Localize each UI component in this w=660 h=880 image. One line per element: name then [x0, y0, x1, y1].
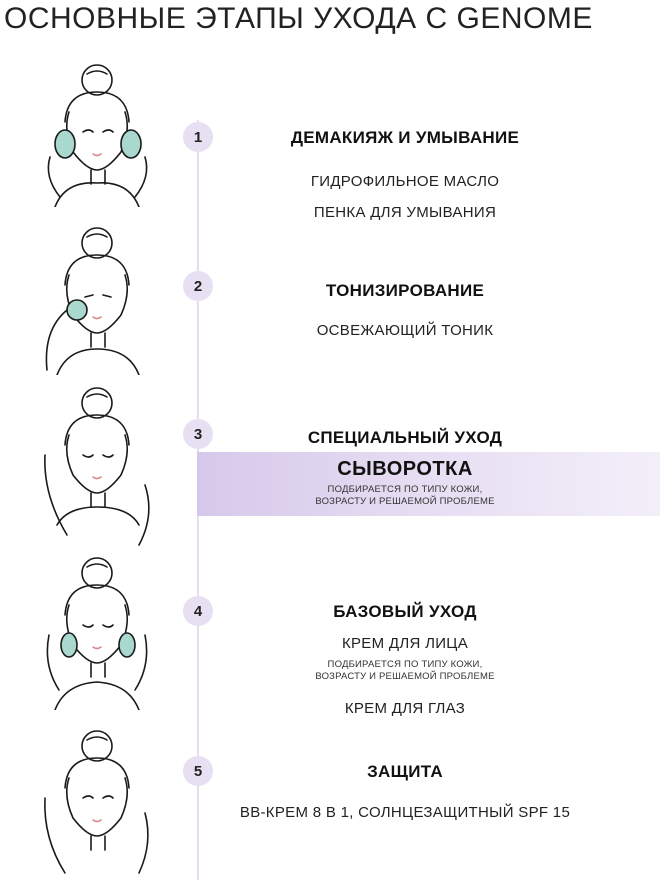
step-item: КРЕМ ДЛЯ ГЛАЗ	[344, 700, 466, 717]
woman-applying-sunscreen-icon	[35, 728, 160, 878]
step-item: ГИДРОФИЛЬНОЕ МАСЛО	[310, 173, 500, 190]
woman-washing-face-icon	[35, 62, 160, 207]
step-note: ВОЗРАСТУ И РЕШАЕМОЙ ПРОБЛЕМЕ	[315, 671, 495, 682]
step-item: КРЕМ ДЛЯ ЛИЦА	[341, 635, 469, 652]
woman-applying-cream-icon	[35, 555, 160, 710]
step-note: ПОДБИРАЕТСЯ ПО ТИПУ КОЖИ,	[327, 484, 483, 495]
step-item: BB-КРЕМ 8 В 1, СОЛНЦЕЗАЩИТНЫЙ SPF 15	[239, 804, 571, 821]
step-heading: ДЕМАКИЯЖ И УМЫВАНИЕ	[290, 128, 520, 147]
step-number: 1	[183, 122, 213, 152]
step-note: ВОЗРАСТУ И РЕШАЕМОЙ ПРОБЛЕМЕ	[315, 496, 495, 507]
step-number: 3	[183, 419, 213, 449]
step-heading: ЗАЩИТА	[367, 762, 443, 781]
woman-applying-serum-icon	[35, 385, 160, 550]
step-item: ОСВЕЖАЮЩИЙ ТОНИК	[316, 322, 494, 339]
step-number: 2	[183, 271, 213, 301]
step-heading: ТОНИЗИРОВАНИЕ	[325, 281, 485, 300]
woman-toner-pad-icon	[35, 225, 160, 375]
step-heading: БАЗОВЫЙ УХОД	[333, 602, 477, 621]
highlight-product: СЫВОРОТКА	[337, 458, 473, 480]
step-note: ПОДБИРАЕТСЯ ПО ТИПУ КОЖИ,	[327, 659, 483, 670]
step-number: 4	[183, 596, 213, 626]
step-item: ПЕНКА ДЛЯ УМЫВАНИЯ	[313, 204, 497, 221]
step-heading: СПЕЦИАЛЬНЫЙ УХОД	[307, 428, 503, 447]
page-title: ОСНОВНЫЕ ЭТАПЫ УХОДА С GENOME	[4, 2, 593, 35]
step-number: 5	[183, 756, 213, 786]
